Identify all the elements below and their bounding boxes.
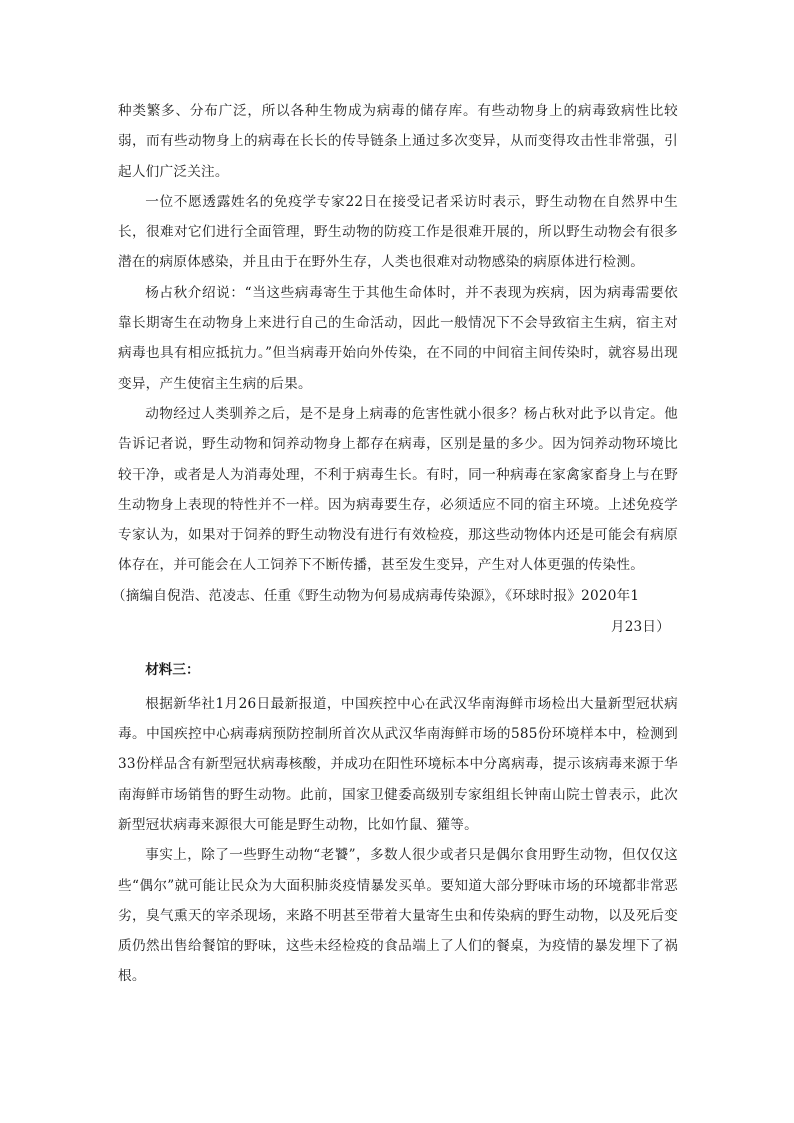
citation-line-1: （摘编自倪浩、范凌志、任重《野生动物为何易成病毒传染源》，《环球时报》2020年1 <box>112 587 640 604</box>
source-citation <box>112 581 678 643</box>
document-body <box>112 96 678 992</box>
paragraph-xinhua-report: 根据新华社1月26日最新报道，中国疾控中心在武汉华南海鲜市场检出大量新型冠状病毒。中国疾控中心病毒病预防控制所首次从武汉华南海鲜市场的585份环境样本中，检测到33份样品含有新型冠状病毒核酸，并成功在阳性环境标本中分离病毒，提示该病毒来源于华南海鲜市场销售的野生动物。此前，国家卫健委高级别专家组组长钟南山院士曾表示，此次新型冠状病毒来源很大可能是野生动物，比如竹鼠、獾等。 <box>118 695 678 833</box>
paragraph-continued: 种类繁多、分布广泛，所以各种生物成为病毒的储存库。有些动物身上的病毒致病性比较弱，而有些动物身上的病毒在长长的传导链条上通过多次变异，从而变得攻击性非常强，引起人们广泛关注。 <box>118 103 678 180</box>
material-three-heading: 材料三： <box>145 661 200 678</box>
citation-line-2: 月23日） <box>610 618 670 635</box>
paragraph-immunologist: 一位不愿透露姓名的免疫学专家22日在接受记者采访时表示，野生动物在自然界中生长，很难对它们进行全面管理，野生动物的防疫工作是很难开展的，所以野生动物会有很多潜在的病原体感染，并且由于在野外生存，人类也很难对动物感染的病原体进行检测。 <box>118 193 678 271</box>
paragraph-yang-quote: 杨占秋介绍说：“当这些病毒寄生于其他生命体时，并不表现为疾病，因为病毒需要依靠长期寄生在动物身上来进行自己的生命活动，因此一般情况下不会导致宿主生病，宿主对病毒也具有相应抵抗力。”但当病毒开始向外传染，在不同的中间宿主间传染时，就容易出现变异，产生使宿主生病的后果。 <box>118 284 678 392</box>
paragraph-wild-game: 事实上，除了一些野生动物“老饕”，多数人很少或者只是偶尔食用野生动物，但仅仅这些“偶尔”就可能让民众为大面积肺炎疫情暴发买单。要知道大部分野味市场的环境都非常恶劣，臭气熏天的宰杀现场，来路不明甚至带着大量寄生虫和传染病的野生动物，以及死后变质仍然出售给餐馆的野味，这些未经检疫的食品端上了人们的餐桌，为疫情的暴发埋下了祸根。 <box>118 847 678 985</box>
paragraph-domestication: 动物经过人类驯养之后，是不是身上病毒的危害性就小很多？杨占秋对此予以肯定。他告诉记者说，野生动物和饲养动物身上都存在病毒，区别是量的多少。因为饲养动物环境比较干净，或者是人为消毒处理，不利于病毒生长。有时，同一种病毒在家禽家畜身上与在野生动物身上表现的特性并不一样。因为病毒要生存，必须适应不同的宿主环境。上述免疫学专家认为，如果对于饲养的野生动物没有进行有效检疫，那这些动物体内还是可能会有病原体存在，并可能会在人工饲养下不断传播，甚至发生变异，产生对人体更强的传染性。 <box>118 405 678 574</box>
